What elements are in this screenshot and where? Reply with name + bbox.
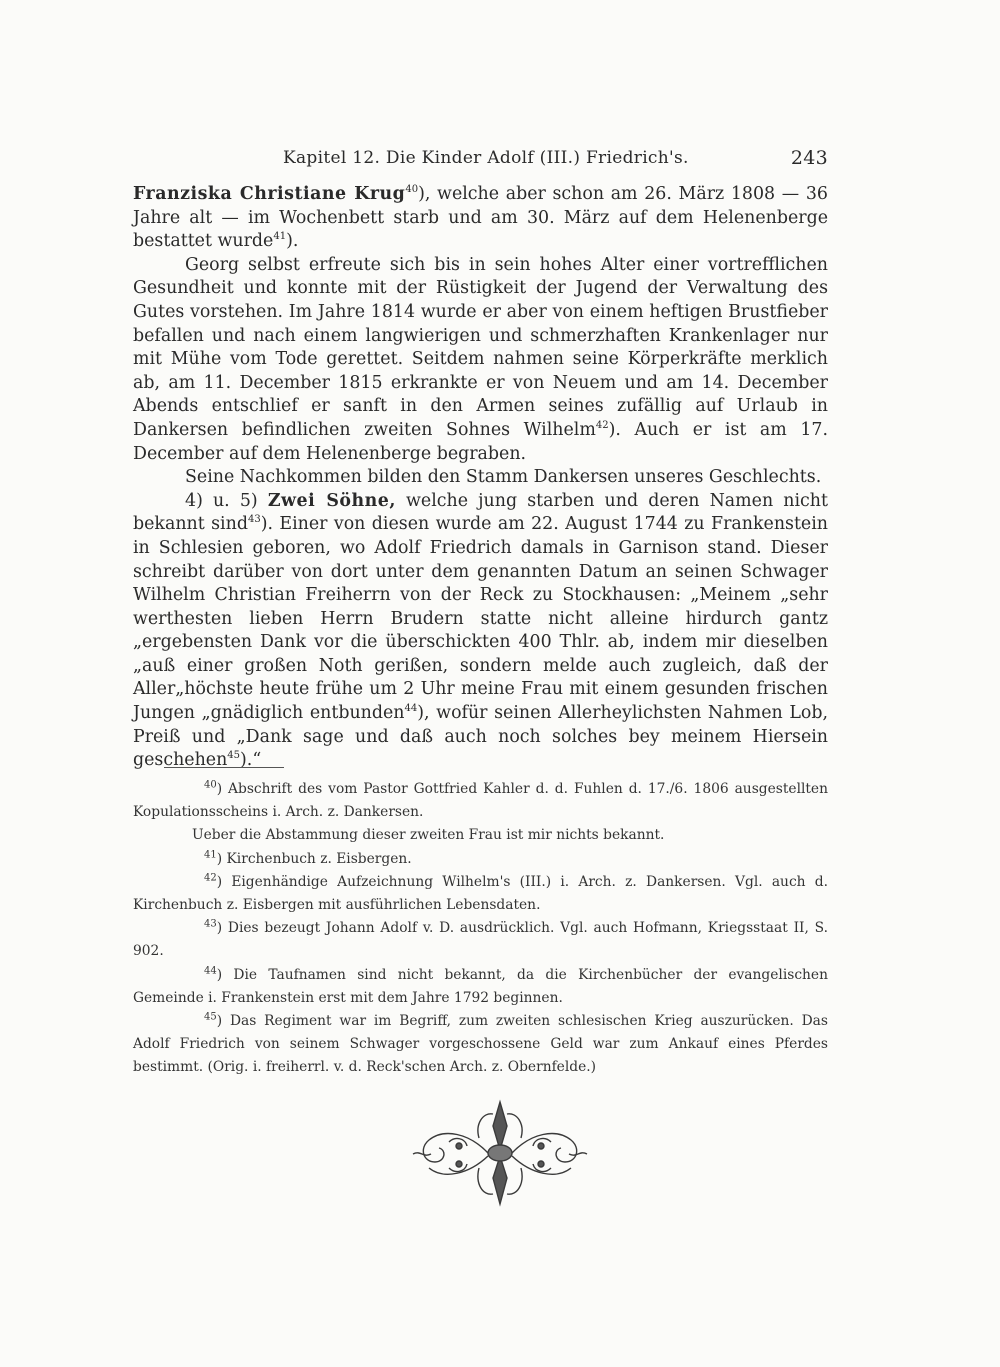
paragraph-4: [133, 490, 828, 773]
footnote-ref: 41: [273, 231, 287, 243]
footnote-40: [133, 778, 828, 824]
footnote-text: ) Eigenhändige Aufzeichnung Wilhelm's (III.) i. Arch. z. Dankersen. Vgl. auch d. Kirchenbuch z. Eisbergen mit ausführlichen Lebensdaten.: [133, 873, 828, 914]
running-header: [133, 148, 828, 174]
footnotes: [133, 778, 828, 1080]
footnote-text: ) Dies bezeugt Johann Adolf v. D. ausdrücklich. Vgl. auch Hofmann, Kriegsstaat II, S. 902.: [133, 920, 828, 960]
footnote-43: [133, 917, 828, 963]
person-name: Franziska Christiane Krug: [133, 184, 406, 204]
paragraph-1: [133, 183, 828, 254]
paragraph-2: [133, 254, 828, 466]
footnote-divider: [164, 767, 284, 768]
footnote-ref: 43: [247, 514, 261, 526]
footnote-text: ) Das Regiment war im Begriff, zum zweiten schlesischen Krieg auszurücken. Das Adolf Friedrich von seinem Schwager vorgeschossene Geld war zum Ankauf eines Pferdes bestimmt. (Orig. i. freiherrl. v. d. Reck'schen Arch. z. Obernfelde.): [133, 1013, 828, 1076]
footnote-40-continued: [133, 824, 828, 847]
footnote-number: 42: [204, 872, 217, 884]
footnote-42: [133, 871, 828, 917]
footnote-44: [133, 964, 828, 1010]
footnote-ref: 40: [405, 184, 419, 196]
paragraph-text: Georg selbst erfreute sich bis in sein hohes Alter einer vortrefflichen Gesundheit und konnte mit der Rüstigkeit der Jugend der Verwaltung des Gutes vorstehen. Im Jahre 1814 wurde er aber von einem heftigen Brustfieber befallen und nach einem langwierigen und schmerzhaften Krankenlager nur mit Mühe vom Tode gerettet. Seitdem nahmen seine Körperkräfte merklich ab, am 11. December 1815 erkrankte er von Neuem und am 14. December Abends entschlief er sanft in den Armen seines zufällig auf Urlaub in Dankersen befindlichen zweiten Sohnes Wilhelm: [133, 254, 828, 440]
page-number: 243: [790, 147, 828, 169]
paragraph-text: ).“: [240, 750, 262, 771]
footnote-number: 45: [204, 1011, 217, 1023]
main-text: [133, 183, 828, 773]
person-name: Zwei Söhne,: [267, 490, 396, 511]
item-number: 4) u. 5): [185, 490, 268, 511]
paragraph-text: ), wofür seinen Allerheylichsten Nahmen Lob, Preiß und „Dank sage und daß auch noch solches bey meinem Hiersein geschehen: [133, 703, 828, 771]
footnote-ref: 44: [404, 703, 418, 715]
footnote-text: Ueber die Abstammung dieser zweiten Frau ist mir nichts bekannt.: [192, 827, 665, 844]
footnote-ref: 42: [595, 420, 609, 432]
footnote-number: 41: [204, 849, 217, 861]
footnote-text: ) Die Taufnamen sind nicht bekannt, da die Kirchenbücher der evangelischen Gemeinde i. Frankenstein erst mit dem Jahre 1792 beginnen.: [133, 966, 828, 1006]
footnote-ref: 45: [227, 750, 241, 762]
footnote-number: 43: [204, 918, 217, 930]
footnote-text: ) Abschrift des vom Pastor Gottfried Kahler d. d. Fuhlen d. 17./6. 1806 ausgestellten Kopulationsscheins i. Arch. z. Dankersen.: [133, 781, 828, 821]
footnote-number: 44: [204, 965, 217, 977]
paragraph-text: ). Einer von diesen wurde am 22. August 1744 zu Frankenstein in Schlesien geboren, wo Adolf Friedrich damals in Garnison stand. Dieser schreibt darüber von dort unter dem genannten Datum an seinen Schwager Wilhelm Christian Freiherrn von der Reck zu Stockhausen: „Meinem „sehr werthesten lieben Herrn Brudern statte nicht alleine hirdurch gantz „ergebensten Dank vor die überschickten 400 Thlr. ab, indem mir dieselben „auß einer großen Noth gerißen, sondern melde auch zugleich, daß der Aller„höchste heute frühe um 2 Uhr meine Frau mit einem gesunden frischen Jungen „gnädiglich entbunden: [133, 514, 828, 724]
paragraph-text: welche jung starben und deren Namen nicht bekannt sind: [133, 490, 828, 535]
paragraph-text: ), welche aber schon am 26. März 1808 — 36 Jahre alt — im Wochenbett starb und am 30. März auf dem Helenenberge bestattet wurde: [133, 184, 828, 252]
paragraph-3: [133, 466, 828, 490]
chapter-title: Kapitel 12. Die Kinder Adolf (III.) Friedrich's.: [283, 148, 689, 168]
paragraph-text: ).: [286, 231, 299, 252]
footnote-41: [133, 848, 828, 871]
paragraph-text: ). Auch er ist am 17. December auf dem Helenenberge begraben.: [133, 419, 829, 464]
footnote-45: [133, 1010, 828, 1080]
paragraph-text: Seine Nachkommen bilden den Stamm Dankersen unseres Geschlechts.: [185, 467, 822, 488]
floral-ornament-icon: [409, 1098, 591, 1208]
footnote-number: 40: [204, 779, 217, 791]
footnote-text: ) Kirchenbuch z. Eisbergen.: [216, 850, 412, 867]
